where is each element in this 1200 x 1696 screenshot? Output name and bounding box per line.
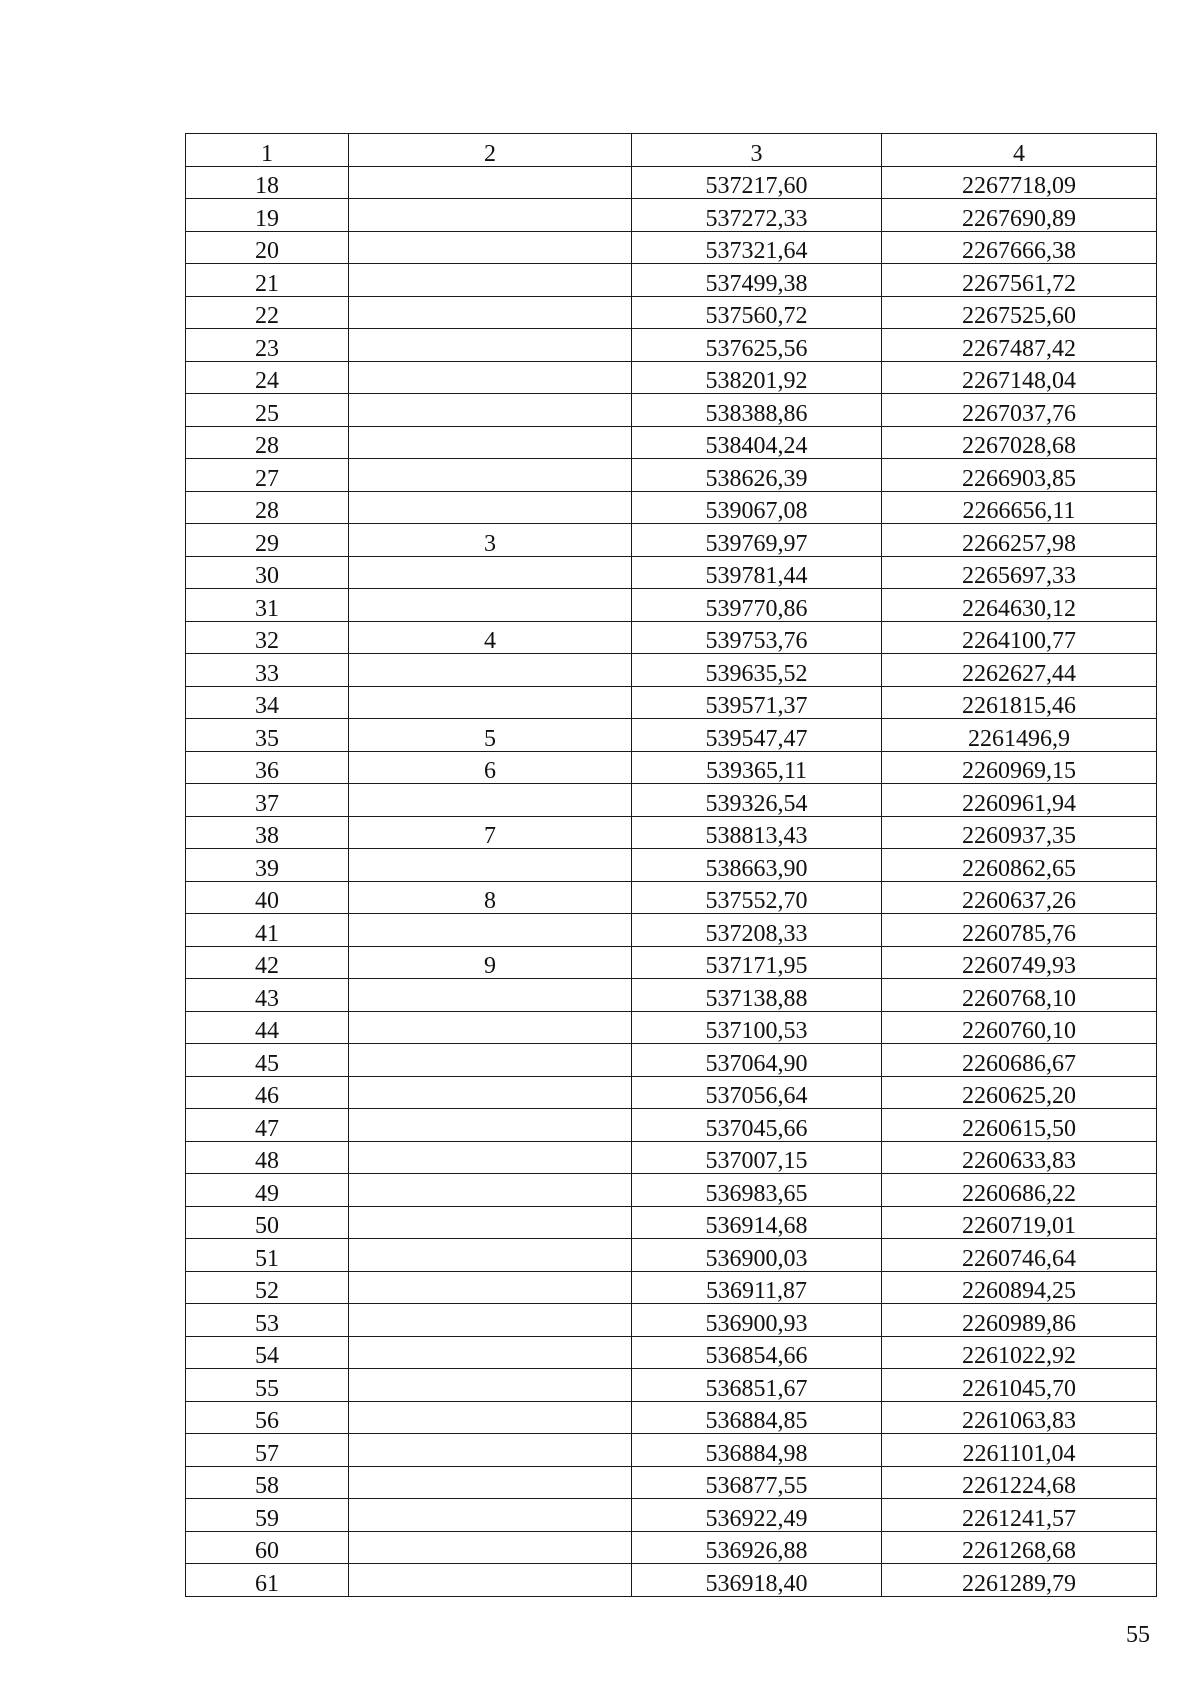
coordinate-table [185,133,1157,1597]
point-number-cell: 21 [186,264,349,297]
x-coordinate-cell: 537100,53 [632,1011,882,1044]
marker-cell [349,1044,632,1077]
y-coordinate-cell: 2261022,92 [882,1336,1157,1369]
y-coordinate-cell: 2260615,50 [882,1109,1157,1142]
y-coordinate-cell: 2260625,20 [882,1076,1157,1109]
y-coordinate-cell: 2260760,10 [882,1011,1157,1044]
y-coordinate-cell: 2260749,93 [882,946,1157,979]
marker-cell [349,1271,632,1304]
point-number-cell: 25 [186,394,349,427]
header-cell-4: 4 [882,134,1157,167]
table-row [186,686,1157,719]
table-row [186,1531,1157,1564]
marker-cell [349,1304,632,1337]
y-coordinate-cell: 2264100,77 [882,621,1157,654]
point-number-cell: 39 [186,849,349,882]
x-coordinate-cell: 536900,03 [632,1239,882,1272]
y-coordinate-cell: 2267718,09 [882,166,1157,199]
table-row [186,849,1157,882]
marker-cell [349,491,632,524]
x-coordinate-cell: 537208,33 [632,914,882,947]
table-row [186,1271,1157,1304]
table-row [186,1564,1157,1597]
point-number-cell: 40 [186,881,349,914]
x-coordinate-cell: 539769,97 [632,524,882,557]
marker-cell [349,1369,632,1402]
table-row [186,1499,1157,1532]
marker-cell: 5 [349,719,632,752]
x-coordinate-cell: 537064,90 [632,1044,882,1077]
marker-cell: 8 [349,881,632,914]
x-coordinate-cell: 537552,70 [632,881,882,914]
x-coordinate-cell: 536926,88 [632,1531,882,1564]
marker-cell [349,361,632,394]
y-coordinate-cell: 2262627,44 [882,654,1157,687]
y-coordinate-cell: 2260686,22 [882,1174,1157,1207]
table-row [186,459,1157,492]
table-row [186,881,1157,914]
x-coordinate-cell: 539326,54 [632,784,882,817]
y-coordinate-cell: 2261101,04 [882,1434,1157,1467]
table-row [186,1206,1157,1239]
table-row [186,524,1157,557]
table-row [186,1401,1157,1434]
y-coordinate-cell: 2260719,01 [882,1206,1157,1239]
x-coordinate-cell: 539753,76 [632,621,882,654]
point-number-cell: 20 [186,231,349,264]
point-number-cell: 42 [186,946,349,979]
point-number-cell: 57 [186,1434,349,1467]
y-coordinate-cell: 2267487,42 [882,329,1157,362]
x-coordinate-cell: 537056,64 [632,1076,882,1109]
marker-cell [349,686,632,719]
point-number-cell: 50 [186,1206,349,1239]
point-number-cell: 37 [186,784,349,817]
x-coordinate-cell: 536900,93 [632,1304,882,1337]
y-coordinate-cell: 2260969,15 [882,751,1157,784]
y-coordinate-cell: 2261063,83 [882,1401,1157,1434]
y-coordinate-cell: 2261496,9 [882,719,1157,752]
point-number-cell: 36 [186,751,349,784]
x-coordinate-cell: 538813,43 [632,816,882,849]
table-row [186,296,1157,329]
y-coordinate-cell: 2267690,89 [882,199,1157,232]
header-cell-3: 3 [632,134,882,167]
point-number-cell: 30 [186,556,349,589]
y-coordinate-cell: 2261815,46 [882,686,1157,719]
marker-cell [349,459,632,492]
y-coordinate-cell: 2260785,76 [882,914,1157,947]
marker-cell [349,1401,632,1434]
table-row [186,719,1157,752]
marker-cell [349,654,632,687]
point-number-cell: 49 [186,1174,349,1207]
table-row [186,361,1157,394]
point-number-cell: 58 [186,1466,349,1499]
x-coordinate-cell: 537045,66 [632,1109,882,1142]
y-coordinate-cell: 2266257,98 [882,524,1157,557]
point-number-cell: 31 [186,589,349,622]
x-coordinate-cell: 538663,90 [632,849,882,882]
point-number-cell: 33 [186,654,349,687]
x-coordinate-cell: 536851,67 [632,1369,882,1402]
table-row [186,979,1157,1012]
x-coordinate-cell: 537321,64 [632,231,882,264]
y-coordinate-cell: 2261045,70 [882,1369,1157,1402]
y-coordinate-cell: 2260746,64 [882,1239,1157,1272]
x-coordinate-cell: 537625,56 [632,329,882,362]
x-coordinate-cell: 537499,38 [632,264,882,297]
point-number-cell: 18 [186,166,349,199]
marker-cell: 6 [349,751,632,784]
marker-cell [349,426,632,459]
x-coordinate-cell: 537217,60 [632,166,882,199]
point-number-cell: 24 [186,361,349,394]
marker-cell: 3 [349,524,632,557]
y-coordinate-cell: 2267148,04 [882,361,1157,394]
marker-cell [349,1499,632,1532]
y-coordinate-cell: 2267525,60 [882,296,1157,329]
table-row [186,556,1157,589]
marker-cell [349,231,632,264]
table-row [186,1109,1157,1142]
table-row [186,1304,1157,1337]
y-coordinate-cell: 2267037,76 [882,394,1157,427]
point-number-cell: 48 [186,1141,349,1174]
table-row [186,816,1157,849]
table-row [186,199,1157,232]
x-coordinate-cell: 536922,49 [632,1499,882,1532]
point-number-cell: 53 [186,1304,349,1337]
x-coordinate-cell: 536877,55 [632,1466,882,1499]
y-coordinate-cell: 2260686,67 [882,1044,1157,1077]
point-number-cell: 38 [186,816,349,849]
marker-cell [349,1466,632,1499]
y-coordinate-cell: 2260937,35 [882,816,1157,849]
marker-cell [349,556,632,589]
page-number: 55 [1126,1622,1150,1648]
point-number-cell: 22 [186,296,349,329]
y-coordinate-cell: 2261224,68 [882,1466,1157,1499]
y-coordinate-cell: 2260633,83 [882,1141,1157,1174]
table-row [186,621,1157,654]
y-coordinate-cell: 2267028,68 [882,426,1157,459]
x-coordinate-cell: 537171,95 [632,946,882,979]
x-coordinate-cell: 539781,44 [632,556,882,589]
y-coordinate-cell: 2261241,57 [882,1499,1157,1532]
point-number-cell: 47 [186,1109,349,1142]
y-coordinate-cell: 2260637,26 [882,881,1157,914]
table-row [186,1141,1157,1174]
point-number-cell: 28 [186,426,349,459]
table-row [186,1174,1157,1207]
point-number-cell: 61 [186,1564,349,1597]
x-coordinate-cell: 536854,66 [632,1336,882,1369]
point-number-cell: 60 [186,1531,349,1564]
marker-cell [349,979,632,1012]
marker-cell [349,849,632,882]
x-coordinate-cell: 539770,86 [632,589,882,622]
x-coordinate-cell: 539067,08 [632,491,882,524]
x-coordinate-cell: 536884,85 [632,1401,882,1434]
marker-cell [349,296,632,329]
point-number-cell: 19 [186,199,349,232]
x-coordinate-cell: 536911,87 [632,1271,882,1304]
marker-cell [349,589,632,622]
marker-cell [349,914,632,947]
table-row [186,394,1157,427]
marker-cell [349,1206,632,1239]
marker-cell [349,1109,632,1142]
marker-cell [349,1531,632,1564]
marker-cell [349,394,632,427]
marker-cell [349,1141,632,1174]
x-coordinate-cell: 536918,40 [632,1564,882,1597]
table-row [186,589,1157,622]
table-row [186,1011,1157,1044]
marker-cell [349,1239,632,1272]
point-number-cell: 56 [186,1401,349,1434]
point-number-cell: 35 [186,719,349,752]
y-coordinate-cell: 2267561,72 [882,264,1157,297]
x-coordinate-cell: 538201,92 [632,361,882,394]
table-row [186,426,1157,459]
x-coordinate-cell: 537272,33 [632,199,882,232]
y-coordinate-cell: 2260768,10 [882,979,1157,1012]
point-number-cell: 43 [186,979,349,1012]
table-row [186,914,1157,947]
point-number-cell: 41 [186,914,349,947]
marker-cell [349,1336,632,1369]
marker-cell [349,166,632,199]
marker-cell: 4 [349,621,632,654]
point-number-cell: 44 [186,1011,349,1044]
table-row [186,1239,1157,1272]
y-coordinate-cell: 2265697,33 [882,556,1157,589]
y-coordinate-cell: 2261268,68 [882,1531,1157,1564]
marker-cell: 9 [349,946,632,979]
marker-cell [349,1011,632,1044]
y-coordinate-cell: 2266656,11 [882,491,1157,524]
table-row [186,1336,1157,1369]
table-row [186,784,1157,817]
marker-cell: 7 [349,816,632,849]
point-number-cell: 59 [186,1499,349,1532]
point-number-cell: 55 [186,1369,349,1402]
table-row [186,231,1157,264]
x-coordinate-cell: 539635,52 [632,654,882,687]
point-number-cell: 54 [186,1336,349,1369]
y-coordinate-cell: 2260894,25 [882,1271,1157,1304]
table-row [186,166,1157,199]
point-number-cell: 45 [186,1044,349,1077]
marker-cell [349,199,632,232]
x-coordinate-cell: 539571,37 [632,686,882,719]
table-row [186,1076,1157,1109]
y-coordinate-cell: 2266903,85 [882,459,1157,492]
x-coordinate-cell: 537138,88 [632,979,882,1012]
table-body [186,134,1157,1597]
table-row [186,1434,1157,1467]
marker-cell [349,1564,632,1597]
point-number-cell: 23 [186,329,349,362]
x-coordinate-cell: 538626,39 [632,459,882,492]
y-coordinate-cell: 2261289,79 [882,1564,1157,1597]
header-cell-2: 2 [349,134,632,167]
x-coordinate-cell: 538388,86 [632,394,882,427]
y-coordinate-cell: 2260961,94 [882,784,1157,817]
y-coordinate-cell: 2264630,12 [882,589,1157,622]
x-coordinate-cell: 537007,15 [632,1141,882,1174]
x-coordinate-cell: 536983,65 [632,1174,882,1207]
table-row [186,1466,1157,1499]
y-coordinate-cell: 2267666,38 [882,231,1157,264]
table-row [186,491,1157,524]
point-number-cell: 46 [186,1076,349,1109]
marker-cell [349,1174,632,1207]
table-row [186,264,1157,297]
y-coordinate-cell: 2260862,65 [882,849,1157,882]
table-row [186,1369,1157,1402]
point-number-cell: 28 [186,491,349,524]
table-row [186,751,1157,784]
table-row [186,654,1157,687]
point-number-cell: 32 [186,621,349,654]
x-coordinate-cell: 537560,72 [632,296,882,329]
y-coordinate-cell: 2260989,86 [882,1304,1157,1337]
table-header-row [186,134,1157,167]
marker-cell [349,329,632,362]
x-coordinate-cell: 539365,11 [632,751,882,784]
x-coordinate-cell: 536884,98 [632,1434,882,1467]
point-number-cell: 52 [186,1271,349,1304]
x-coordinate-cell: 536914,68 [632,1206,882,1239]
point-number-cell: 29 [186,524,349,557]
marker-cell [349,1434,632,1467]
x-coordinate-cell: 539547,47 [632,719,882,752]
point-number-cell: 51 [186,1239,349,1272]
marker-cell [349,1076,632,1109]
point-number-cell: 34 [186,686,349,719]
header-cell-1: 1 [186,134,349,167]
point-number-cell: 27 [186,459,349,492]
table-row [186,946,1157,979]
marker-cell [349,784,632,817]
table-row [186,1044,1157,1077]
x-coordinate-cell: 538404,24 [632,426,882,459]
marker-cell [349,264,632,297]
table-row [186,329,1157,362]
